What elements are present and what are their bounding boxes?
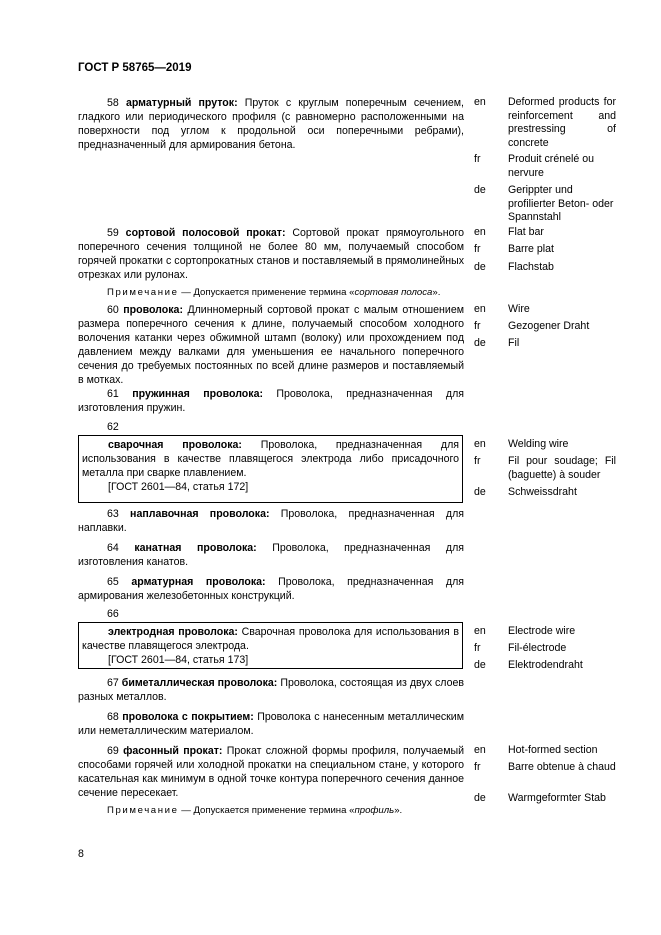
term-64: канатная проволока: (134, 542, 257, 554)
term-entry-61: 61 пружинная проволока: Проволока, предназначенная для изготовления пружин. (78, 388, 464, 414)
term-entry-59: 59 сортовой полосовой прокат: Сортовой прокат прямоугольного поперечного сечения толщиной не более 80 мм, получаемый способом горячей прокатки с сортопрокатных станов и поставляемый в прямолинейных отрезках или рулонах. (78, 227, 464, 281)
reference-66: [ГОСТ 2601—84, статья 173] (108, 654, 249, 666)
lang-fr: fr (474, 642, 481, 654)
term-59: сортовой полосовой прокат: (125, 227, 286, 239)
translation-en-60: Wire (508, 303, 530, 315)
lang-en: en (474, 96, 486, 108)
lang-fr: fr (474, 153, 481, 165)
term-62: сварочная проволока: (108, 439, 242, 451)
term-66: электродная проволока: (108, 626, 238, 638)
translation-de-66: Elektrodendraht (508, 659, 583, 671)
term-67: биметаллическая проволока: (121, 677, 278, 689)
translation-de-58: Gerippter und profilierter Beton- oder Spannstahl (508, 184, 614, 223)
lang-de: de (474, 486, 486, 498)
translation-en-66: Electrode wire (508, 625, 576, 637)
term-box-62: сварочная проволока: Проволока, предназначенная для использования в качестве плавящегося электрода либо присадочного металла при сварке плавлением. [ГОСТ 2601—84, статья 172] (78, 435, 463, 503)
translation-de-59: Flachstab (508, 261, 554, 273)
note-59: Примечание — Допускается применение термина «сортовая полоса». (107, 287, 441, 298)
translation-fr-66: Fil-électrode (508, 642, 567, 654)
term-entry-68: 68 проволока с покрытием: Проволока с нанесенным металлическим или неметаллическим материалом. (78, 711, 464, 737)
lang-de: de (474, 184, 486, 196)
translation-en-69: Hot-formed section (508, 744, 598, 756)
term-entry-63: 63 наплавочная проволока: Проволока, предназначенная для наплавки. (78, 508, 464, 534)
term-entry-65: 65 арматурная проволока: Проволока, предназначенная для армирования железобетонных конструкций. (78, 576, 464, 602)
translation-de-69: Warmgeformter Stab (508, 792, 606, 804)
lang-de: de (474, 659, 486, 671)
translation-fr-69: Barre obtenue à chaud (508, 761, 616, 773)
lang-en: en (474, 226, 486, 238)
translation-fr-62: Fil pour soudage; Fil (baguette) à souder (508, 455, 616, 481)
entry-number-66: 66 (107, 608, 119, 620)
lang-en: en (474, 744, 486, 756)
lang-de: de (474, 792, 486, 804)
translation-fr-58: Produit crénelé ou nervure (508, 153, 594, 179)
lang-de: de (474, 337, 486, 349)
translation-fr-60: Gezogener Draht (508, 320, 590, 332)
term-entry-64: 64 канатная проволока: Проволока, предназначенная для изготовления канатов. (78, 542, 464, 568)
lang-en: en (474, 625, 486, 637)
document-header: ГОСТ Р 58765—2019 (78, 62, 192, 74)
reference-62: [ГОСТ 2601—84, статья 172] (108, 481, 249, 493)
lang-fr: fr (474, 243, 481, 255)
term-60: проволока: (123, 304, 183, 316)
term-58: арматурный пруток: (125, 97, 238, 109)
translation-de-60: Fil (508, 337, 520, 349)
lang-fr: fr (474, 320, 481, 332)
entry-number-62: 62 (107, 421, 119, 433)
page-number: 8 (78, 848, 84, 860)
term-63: наплавочная проволока: (130, 508, 270, 520)
translation-de-62: Schweissdraht (508, 486, 577, 498)
lang-fr: fr (474, 761, 481, 773)
term-65: арматурная проволока: (131, 576, 266, 588)
translation-fr-59: Barre plat (508, 243, 554, 255)
translation-en-59: Flat bar (508, 226, 544, 238)
term-entry-60: 60 проволока: Длинномерный сортовой прокат с малым отношением размера поперечного сечения к длине, получаемый способом холодного волочения катанки через обжимной штамп (волоку) или прохождением под давлением между валками для уменьшения ее начального поперечного сечения до требуемых постоянных по всей длине размеров и поставляемый в мотках. (78, 304, 464, 386)
note-69: Примечание — Допускается применение термина «профиль». (107, 805, 403, 816)
term-entry-67: 67 биметаллическая проволока: Проволока, состоящая из двух слоев разных металлов. (78, 677, 464, 703)
lang-en: en (474, 303, 486, 315)
term-69: фасонный прокат: (123, 745, 223, 757)
term-box-66: электродная проволока: Сварочная проволока для использования в качестве плавящегося электрода. [ГОСТ 2601—84, статья 173] (78, 622, 463, 669)
translation-en-62: Welding wire (508, 438, 569, 450)
lang-en: en (474, 438, 486, 450)
term-68: проволока с покрытием: (122, 711, 254, 723)
term-entry-69: 69 фасонный прокат: Прокат сложной формы профиля, получаемый способами горячей или холодной прокатки на специальном стане, у которого касательная как минимум в одной точке контура поперечного сечения данное сечение пересекает. (78, 745, 465, 799)
term-61: пружинная проволока: (132, 388, 263, 400)
translation-en-58: Deformed products for reinforcement and prestressing of concrete (508, 96, 616, 149)
term-entry-58: 58 арматурный пруток: Пруток с круглым поперечным сечением, гладкого или периодического профиля (с равномерно расположенными на поверхности под углом к продольной оси поперечными ребрами), предназначенный для армирования бетона. (78, 97, 465, 151)
lang-de: de (474, 261, 486, 273)
lang-fr: fr (474, 455, 481, 467)
